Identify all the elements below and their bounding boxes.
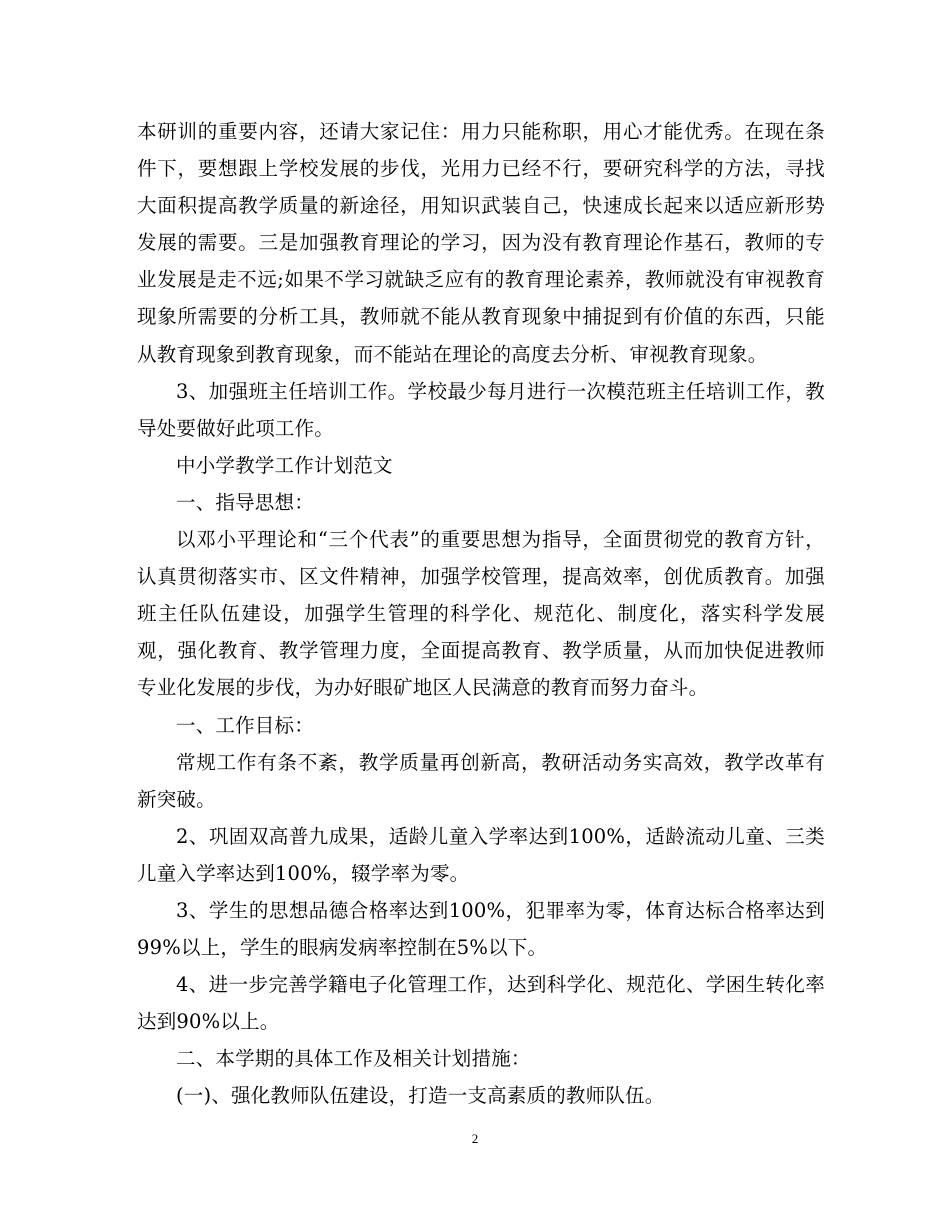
heading-guiding-ideology: 一、指导思想： xyxy=(176,490,314,514)
paragraph-goal-4: 4、进一步完善学籍电子化管理工作，达到科学化、规范化、学困生转化率达到90%以上。 xyxy=(137,973,825,1034)
page-number: 2 xyxy=(471,1131,479,1146)
document-title: 中小学教学工作计划范文 xyxy=(176,453,393,477)
paragraph-measure-1: (一)、强化教师队伍建设，打造一支高素质的教师队伍。 xyxy=(176,1084,665,1108)
heading-work-goals: 一、工作目标： xyxy=(176,713,314,737)
heading-measures: 二、本学期的具体工作及相关计划措施： xyxy=(176,1047,531,1071)
paragraph-goal-1: 常规工作有条不紊，教学质量再创新高，教研活动务实高效，教学改革有新突破。 xyxy=(137,750,825,811)
paragraph-guiding-ideology: 以邓小平理论和“三个代表”的重要思想为指导，全面贯彻党的教育方针，认真贯彻落实市、区文件精神，加强学校管理，提高效率，创优质教育。加强班主任队伍建设，加强学生管理的科学化、规范化、制度化，落实科学发展观，强化教育、教学管理力度，全面提高教育、教学质量，从而加快促进教师专业化发展的步伐，为办好眼矿地区人民满意的教育而努力奋斗。 xyxy=(137,528,825,700)
paragraph-goal-2: 2、巩固双高普九成果，适龄儿童入学率达到100%，适龄流动儿童、三类儿童入学率达到100%，辍学率为零。 xyxy=(137,824,825,885)
paragraph-continuation: 本研训的重要内容，还请大家记住：用力只能称职，用心才能优秀。在现在条件下，要想跟上学校发展的步伐，光用力已经不行，要研究科学的方法，寻找大面积提高教学质量的新途径，用知识武装自己，快速成长起来以适应新形势发展的需要。三是加强教育理论的学习，因为没有教育理论作基石，教师的专业发展是走不远;如果不学习就缺乏应有的教育理论素养，教师就没有审视教育现象所需要的分析工具，教师就不能从教育现象中捕捉到有价值的东西，只能从教育现象到教育现象，而不能站在理论的高度去分析、审视教育现象。 xyxy=(137,120,825,366)
paragraph-goal-3: 3、学生的思想品德合格率达到100%，犯罪率为零，体育达标合格率达到99%以上，学生的眼病发病率控制在5%以下。 xyxy=(137,898,825,960)
paragraph-banzhuren-training: 3、加强班主任培训工作。学校最少每月进行一次模范班主任培训工作，教导处要做好此项工作。 xyxy=(137,379,825,440)
document-body xyxy=(137,113,825,1115)
